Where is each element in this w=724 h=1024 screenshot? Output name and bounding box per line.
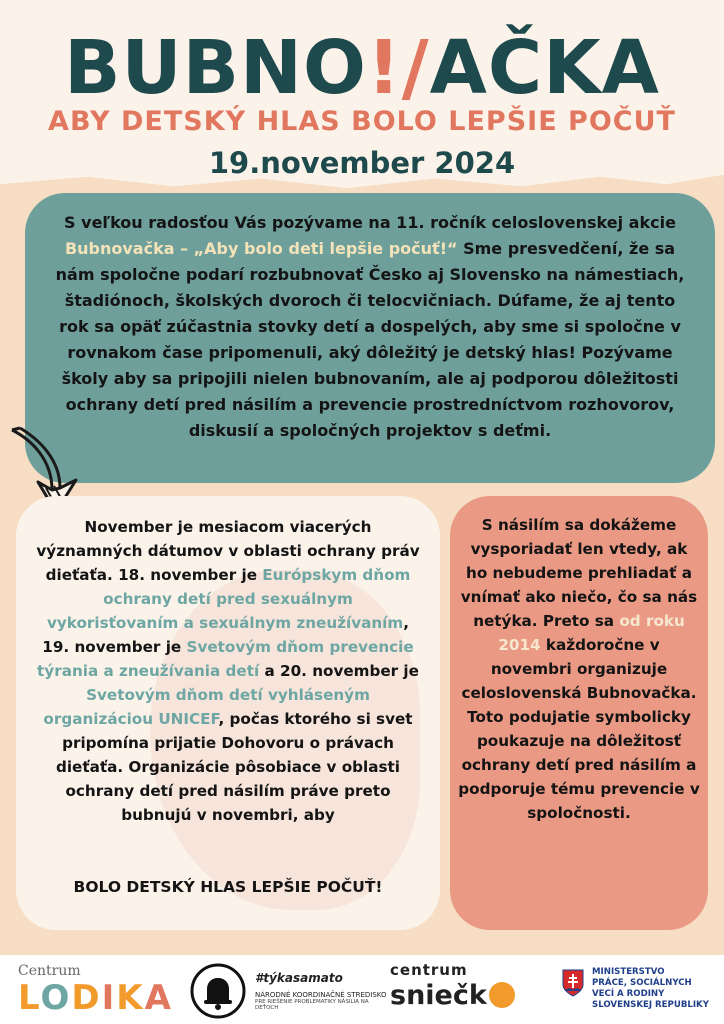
- november-highlight-1: Európskym dňom ochrany detí pred sexuálnym vykorisťovaním a sexuálnym zneužívaním: [47, 566, 411, 632]
- november-text: November je mesiacom viacerých významných dátumov v oblasti ochrany práv dieťaťa. 18. november je Európskym dňom ochrany detí pred sexuálnym vykorisťovaním a sexuálnym zneužívaním, 19. november je Svetovým dňom prevencie týrania a zneužívania detí a 20. november je Svetovým dňom detí vyhláseným organizáciou UNICEF, počas ktorého si svet pripomína prijatie Dohovoru o právach dieťaťa. Organizácie pôsobiace v oblasti ochrany detí pred násilím práve preto bubnujú v novembri, aby: [36, 518, 420, 824]
- nks-logo[interactable]: #týkasamato NÁRODNÉ KOORDINAČNÉ STREDISKO PRE RIEŠENIE PROBLEMATIKY NÁSILIA NA DEŤOCH: [255, 971, 387, 1011]
- slniecko-logo[interactable]: centrum sniečk: [390, 961, 560, 1013]
- intro-highlight: Bubnovačka – „Aby bolo deti lepšie počuť!“: [64, 239, 458, 258]
- lodika-logo[interactable]: [18, 963, 188, 1021]
- lodika-logo-small: Centrum: [18, 963, 81, 979]
- title-part-2: AČKA: [429, 25, 660, 111]
- footer-logos: Centrum LODIKA #týkasamato NÁRODNÉ KOORDINAČNÉ STREDISKO PRE RIEŠENIE PROBLEMATIKY NÁSILIA NA DEŤOCH centrum sniečk MINISTERSTVO PRÁCE, SOCIÁLNYCH VECÍ A RODINY SLOVENSKEJ REPUBLIKY: [0, 955, 724, 1024]
- title-drumstick-mark: !/: [366, 25, 430, 111]
- page-subtitle: ABY DETSKÝ HLAS BOLO LEPŠIE POČUŤ: [48, 106, 676, 137]
- violence-text: S násilím sa dokážeme vysporiadať len vtedy, ak ho nebudeme prehliadať a vnímať ako niečo, čo sa nás netýka. Preto sa od roku 2014 každoročne v novembri organizuje celoslovenská Bubnovačka. Toto podujatie symbolicky poukazuje na dôležitosť ochrany detí pred násilím a podporuje tému prevencie v spoločnosti.: [458, 516, 700, 822]
- november-highlight-3: Svetovým dňom detí vyhláseným organizáciou UNICEF: [43, 686, 370, 728]
- slovak-crest-icon: [562, 969, 584, 997]
- page-title: [0, 25, 724, 111]
- title-part-1: BUBNO: [64, 25, 367, 111]
- violence-highlight: od roku 2014: [498, 612, 685, 654]
- event-date: 19.november 2024: [208, 146, 516, 180]
- november-highlight-2: Svetovým dňom prevencie týrania a zneužívania detí: [37, 638, 414, 680]
- bell-icon[interactable]: [190, 963, 246, 1019]
- intro-text: S veľkou radosťou Vás pozývame na 11. ročník celoslovenskej akcie Bubnovačka – „Aby bolo deti lepšie počuť!“ Sme presvedčení, že sa nám spoločne podarí rozbubnovať Česko aj Slovensko na námestiach, štadiónoch, školských dvoroch či telocvičniach. Dúfame, že aj tento rok sa opäť zúčastnia stovky detí a dospelých, aby sme si spoločne v rovnakom čase pripomenuli, aký dôležitý je detský hlas! Pozývame školy aby sa pripojili nielen bubnovaním, ale aj podporou dôležitosti ochrany detí pred násilím a prevencie prostredníctvom rozhovorov, diskusií a spoločných projektov s deťmi.: [55, 213, 685, 440]
- november-cta: BOLO DETSKÝ HLAS LEPŠIE POČUŤ!: [73, 878, 383, 896]
- sun-icon: [489, 982, 515, 1008]
- lodika-logo-big: LODIKA: [18, 978, 173, 1018]
